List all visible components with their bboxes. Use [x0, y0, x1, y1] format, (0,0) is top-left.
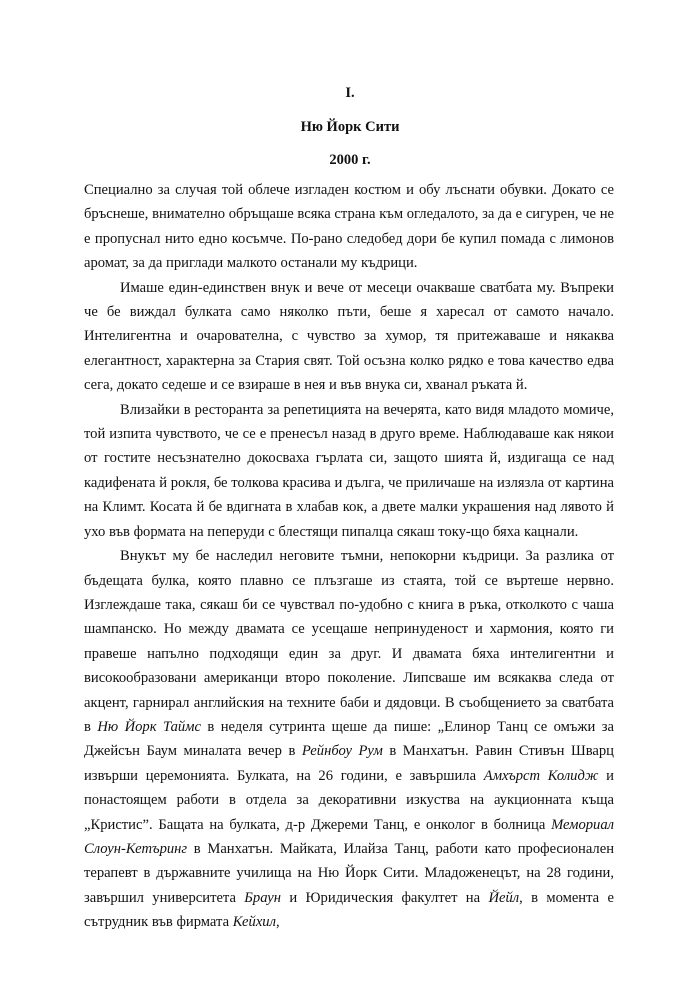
text-segment: в неделя сутринта щеше да пише: „Елинор Танц се омъжи за Джейсън Баум миналата вечер в: [84, 718, 614, 760]
text-segment: Влизайки в ресторанта за репетицията на вечерята, като видя младото момиче, той изпита чувството, че се е пренесъл назад в друго време. Наблюдаваше как някои от гостите несъзнателно докосваха гърлата си, защото шията й, издигаща се над кадифената й рокля, бе толкова красива и дълга, че приличаше на излязла от картина на Климт. Косата й бе вдигната в хлабав кок, а двете малки украшения над лявото й ухо във формата на пеперуди с блестящи пипалца сякаш току-що бяха кацнали.: [84, 401, 614, 540]
italic-text-segment: Ню Йорк Таймс: [97, 718, 201, 735]
italic-text-segment: Рейнбоу Рум: [301, 743, 383, 760]
chapter-year: 2000 г.: [329, 152, 371, 168]
paragraph: [84, 544, 614, 935]
paragraph: [84, 276, 614, 398]
paragraph: [84, 178, 614, 276]
body-text: [84, 178, 614, 935]
text-segment: в Манхатън. Равин Стивън Шварц извърши церемонията. Булката, на 26 години, е завършила: [84, 743, 614, 784]
chapter-number: I.: [345, 85, 355, 101]
italic-text-segment: Мемориал Слоун-Кетъринг: [84, 816, 614, 857]
text-segment: в Манхатън. Майката, Илайза Танц, работи като професионален терапевт в държавните училища на Ню Йорк Сити. Младоженецът, на 28 години, завършил университета: [84, 840, 614, 906]
italic-text-segment: Амхърст Колидж: [483, 767, 599, 784]
text-segment: и Юридическия факултет на: [281, 889, 489, 906]
italic-text-segment: Браун: [244, 889, 282, 906]
text-segment: Специално за случая той облече изгладен костюм и обу лъснати обувки. Докато се бръснеше, внимателно обръщаше всяка страна към огледалото, за да е сигурен, че не е пропуснал нито едно косъмче. По-рано следобед дори бе купил помада с лимонов аромат, за да приглади малкото останали му къдрици.: [84, 182, 614, 272]
paragraph: [84, 398, 614, 544]
chapter-place: Ню Йорк Сити: [300, 119, 400, 135]
italic-text-segment: Йейл: [488, 889, 520, 906]
text-segment: , в момента е сътрудник във фирмата: [84, 889, 614, 931]
text-segment: Имаше един-единствен внук и вече от месеци очакваше сватбата му. Въпреки че бе виждал булката само няколко пъти, беше я харесал от самото начало. Интелигентна и очарователна, с чувство за хумор, тя притежаваше и някаква елегантност, характерна за Стария свят. Той осъзна колко рядко е това качество едва сега, докато седеше и се взираше в нея и във внука си, хванал ръката й.: [84, 279, 614, 394]
text-segment: и понастоящем работи в отдела за декоративни изкуства на аукционната къща „Кристис”. Бащата на булката, д-р Джереми Танц, е онколог в болница: [84, 767, 614, 833]
text-segment: Внукът му бе наследил неговите тъмни, непокорни къдрици. За разлика от бъдещата булка, която плавно се плъзгаше из стаята, той се въртеше нервно. Изглеждаше така, сякаш би се чувствал по-удобно с книга в ръка, отколкото с чаша шампанско. Но между двамата се усещаше непринуденост и хармония, която ги правеше напълно подходящи един за друг. И двамата бяха интелигентни и високообразовани американци второ поколение. Липсваше им всякаква следа от акцент, гарнирал английския на техните баби и дядовци. В съобщението за сватбата в: [84, 548, 614, 735]
italic-text-segment: Кейхил,: [232, 914, 280, 931]
